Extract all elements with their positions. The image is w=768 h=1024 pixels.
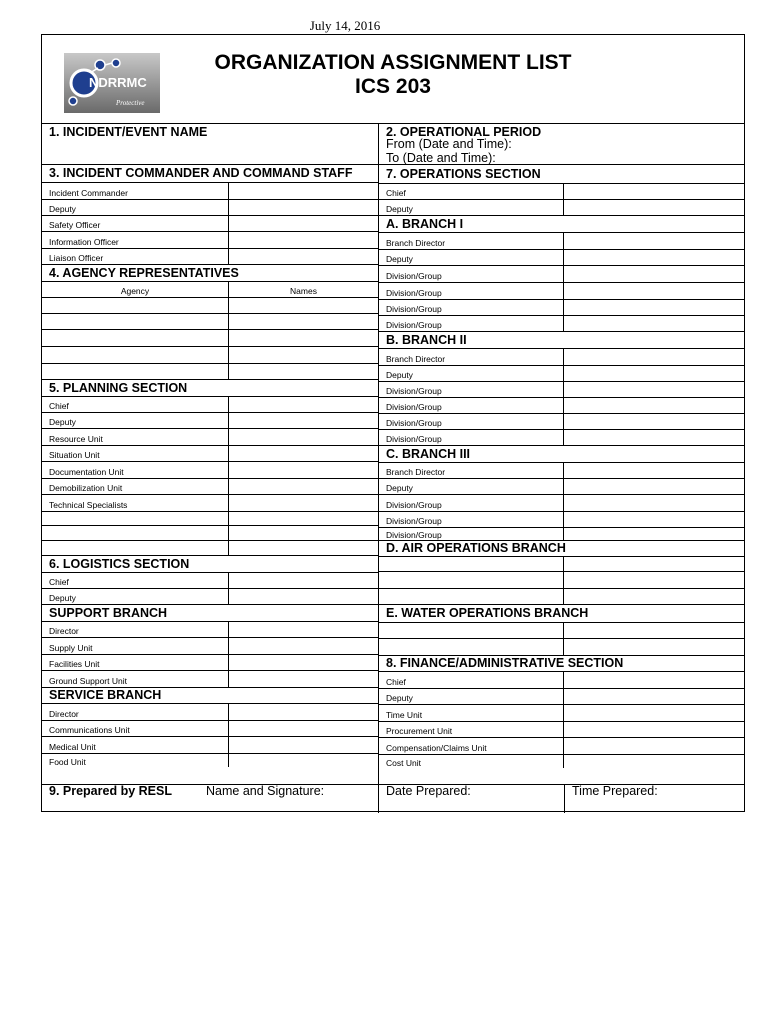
document-date: July 14, 2016 xyxy=(309,18,381,33)
planning-blank-row[interactable] xyxy=(42,541,378,556)
liaison-officer-row[interactable]: Liaison Officer xyxy=(42,249,378,265)
branch-1-director-row[interactable]: Branch Director xyxy=(379,233,744,250)
medical-unit-row[interactable]: Medical Unit xyxy=(42,737,378,754)
agency-representatives-heading: 4. AGENCY REPRESENTATIVES xyxy=(42,265,378,282)
agency-row[interactable] xyxy=(42,314,378,330)
division-group-row[interactable]: Division/Group xyxy=(379,266,744,283)
compensation-claims-unit-row[interactable]: Compensation/Claims Unit xyxy=(379,738,744,755)
water-operations-heading: E. WATER OPERATIONS BRANCH xyxy=(379,605,744,623)
supply-unit-row[interactable]: Supply Unit xyxy=(42,638,378,655)
svg-text:NDRRMC: NDRRMC xyxy=(89,75,147,90)
date-prepared-field[interactable]: Date Prepared: xyxy=(386,784,471,798)
procurement-unit-row[interactable]: Procurement Unit xyxy=(379,722,744,738)
agency-row[interactable] xyxy=(42,298,378,314)
safety-officer-row[interactable]: Safety Officer xyxy=(42,216,378,232)
division-group-row[interactable]: Division/Group xyxy=(379,512,744,528)
branch-1-deputy-row[interactable]: Deputy xyxy=(379,250,744,266)
form-header xyxy=(42,35,744,124)
water-operations-row[interactable] xyxy=(379,639,744,656)
prepared-by-row xyxy=(42,784,744,813)
planning-blank-row[interactable] xyxy=(42,526,378,541)
division-group-row[interactable]: Division/Group xyxy=(379,316,744,332)
division-group-row[interactable]: Division/Group xyxy=(379,300,744,316)
resource-unit-row[interactable]: Resource Unit xyxy=(42,429,378,446)
form-code: ICS 203 xyxy=(355,75,431,98)
cost-unit-row[interactable]: Cost Unit xyxy=(379,755,744,768)
time-prepared-field[interactable]: Time Prepared: xyxy=(572,784,658,798)
branch-1-heading: A. BRANCH I xyxy=(379,216,744,233)
logistics-deputy-row[interactable]: Deputy xyxy=(42,589,378,605)
communications-unit-row[interactable]: Communications Unit xyxy=(42,721,378,737)
air-operations-row[interactable] xyxy=(379,572,744,589)
information-officer-row[interactable]: Information Officer xyxy=(42,232,378,249)
service-branch-heading: SERVICE BRANCH xyxy=(42,688,378,704)
left-column xyxy=(42,123,379,811)
branch-3-director-row[interactable]: Branch Director xyxy=(379,463,744,479)
ops-deputy-row[interactable]: Deputy xyxy=(379,200,744,216)
planning-deputy-row[interactable]: Deputy xyxy=(42,413,378,429)
air-operations-heading: D. AIR OPERATIONS BRANCH xyxy=(379,541,744,557)
service-director-row[interactable]: Director xyxy=(42,704,378,721)
branch-3-heading: C. BRANCH III xyxy=(379,446,744,463)
ground-support-unit-row[interactable]: Ground Support Unit xyxy=(42,671,378,688)
branch-2-heading: B. BRANCH II xyxy=(379,332,744,349)
food-unit-row[interactable]: Food Unit xyxy=(42,754,378,767)
air-operations-row[interactable] xyxy=(379,557,744,572)
branch-3-deputy-row[interactable]: Deputy xyxy=(379,479,744,495)
right-column xyxy=(379,123,744,811)
air-operations-row[interactable] xyxy=(379,589,744,605)
agency-column-headers: Agency Names xyxy=(42,282,378,298)
division-group-row[interactable]: Division/Group xyxy=(379,414,744,430)
operational-period-field[interactable]: 2. OPERATIONAL PERIOD From (Date and Time): To (Date and Time): xyxy=(379,123,744,165)
ops-chief-row[interactable]: Chief xyxy=(379,184,744,200)
agency-row[interactable] xyxy=(42,364,378,380)
planning-chief-row[interactable]: Chief xyxy=(42,397,378,413)
form-title: ORGANIZATION ASSIGNMENT LIST xyxy=(214,51,572,74)
planning-blank-row[interactable] xyxy=(42,512,378,526)
agency-row[interactable] xyxy=(42,330,378,347)
facilities-unit-row[interactable]: Facilities Unit xyxy=(42,655,378,671)
logistics-section-heading: 6. LOGISTICS SECTION xyxy=(42,556,378,573)
incident-commander-row[interactable]: Incident Commander xyxy=(42,183,378,200)
logistics-chief-row[interactable]: Chief xyxy=(42,573,378,589)
operations-section-heading: 7. OPERATIONS SECTION xyxy=(379,165,744,184)
planning-section-heading: 5. PLANNING SECTION xyxy=(42,380,378,397)
support-director-row[interactable]: Director xyxy=(42,622,378,638)
name-signature-field[interactable]: Name and Signature: xyxy=(206,784,325,798)
agency-row[interactable] xyxy=(42,347,378,364)
documentation-unit-row[interactable]: Documentation Unit xyxy=(42,462,378,479)
finance-section-heading: 8. FINANCE/ADMINISTRATIVE SECTION xyxy=(379,656,744,672)
support-branch-heading: SUPPORT BRANCH xyxy=(42,605,378,622)
finance-chief-row[interactable]: Chief xyxy=(379,672,744,689)
division-group-row[interactable]: Division/Group xyxy=(379,283,744,300)
deputy-row[interactable]: Deputy xyxy=(42,200,378,216)
time-unit-row[interactable]: Time Unit xyxy=(379,705,744,722)
situation-unit-row[interactable]: Situation Unit xyxy=(42,446,378,462)
division-group-row[interactable]: Division/Group xyxy=(379,398,744,414)
command-staff-heading: 3. INCIDENT COMMANDER AND COMMAND STAFF xyxy=(42,165,378,183)
division-group-row[interactable]: Division/Group xyxy=(379,528,744,541)
branch-2-deputy-row[interactable]: Deputy xyxy=(379,366,744,382)
ics-203-form xyxy=(41,34,745,812)
water-operations-row[interactable] xyxy=(379,623,744,639)
finance-deputy-row[interactable]: Deputy xyxy=(379,689,744,705)
demobilization-unit-row[interactable]: Demobilization Unit xyxy=(42,479,378,495)
division-group-row[interactable]: Division/Group xyxy=(379,430,744,446)
prepared-by-label: 9. Prepared by RESL xyxy=(49,784,172,798)
division-group-row[interactable]: Division/Group xyxy=(379,382,744,398)
division-group-row[interactable]: Division/Group xyxy=(379,495,744,512)
technical-specialists-row[interactable]: Technical Specialists xyxy=(42,495,378,512)
svg-text:Protective: Protective xyxy=(116,99,145,107)
incident-name-field[interactable]: 1. INCIDENT/EVENT NAME xyxy=(42,123,378,165)
branch-2-director-row[interactable]: Branch Director xyxy=(379,349,744,366)
